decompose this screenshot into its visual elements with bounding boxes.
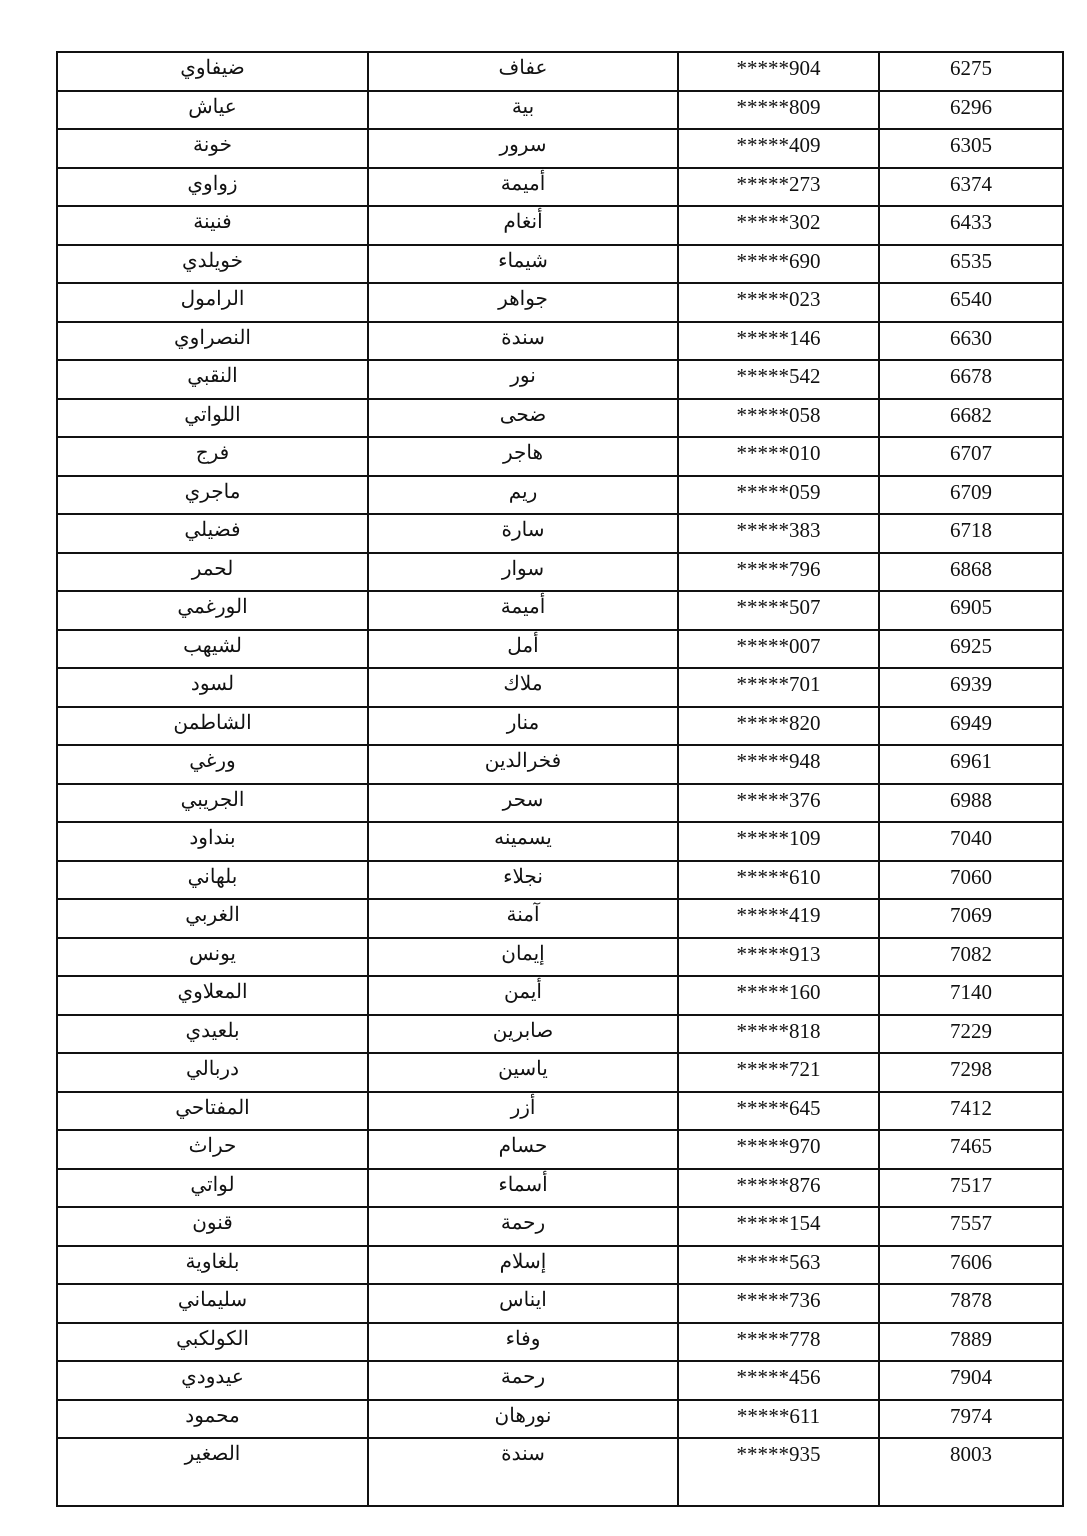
table-row (57, 1284, 1063, 1323)
number-cell: 6949 (879, 707, 1063, 746)
first-name-cell: ايناس (368, 1284, 678, 1323)
table-row (57, 1400, 1063, 1439)
last-name-cell: خونة (57, 129, 368, 168)
first-name-cell: صابرين (368, 1015, 678, 1054)
last-name-cell: النصراوي (57, 322, 368, 361)
masked-id-cell: *****010 (678, 437, 879, 476)
masked-id-cell: *****970 (678, 1130, 879, 1169)
number-cell: 6433 (879, 206, 1063, 245)
table-row (57, 553, 1063, 592)
number-cell: 7060 (879, 861, 1063, 900)
table-row (57, 245, 1063, 284)
table-row (57, 822, 1063, 861)
first-name-cell: نجلاء (368, 861, 678, 900)
number-cell: 8003 (879, 1438, 1063, 1506)
first-name-cell: أسماء (368, 1169, 678, 1208)
number-cell: 6374 (879, 168, 1063, 207)
last-name-cell: ماجري (57, 476, 368, 515)
table-row (57, 1092, 1063, 1131)
last-name-cell: فضيلي (57, 514, 368, 553)
number-cell: 6535 (879, 245, 1063, 284)
number-cell: 7298 (879, 1053, 1063, 1092)
masked-id-cell: *****419 (678, 899, 879, 938)
number-cell: 7889 (879, 1323, 1063, 1362)
table-row (57, 322, 1063, 361)
number-cell: 6296 (879, 91, 1063, 130)
number-cell: 7557 (879, 1207, 1063, 1246)
first-name-cell: سندة (368, 322, 678, 361)
last-name-cell: عياش (57, 91, 368, 130)
masked-id-cell: *****160 (678, 976, 879, 1015)
first-name-cell: فخرالدين (368, 745, 678, 784)
table-row (57, 1246, 1063, 1285)
masked-id-cell: *****876 (678, 1169, 879, 1208)
last-name-cell: الرامول (57, 283, 368, 322)
table-row (57, 1438, 1063, 1506)
last-name-cell: لسود (57, 668, 368, 707)
first-name-cell: سرور (368, 129, 678, 168)
last-name-cell: الصغير (57, 1438, 368, 1506)
masked-id-cell: *****611 (678, 1400, 879, 1439)
masked-id-cell: *****023 (678, 283, 879, 322)
table-row (57, 1361, 1063, 1400)
masked-id-cell: *****736 (678, 1284, 879, 1323)
masked-id-cell: *****820 (678, 707, 879, 746)
table-row (57, 784, 1063, 823)
number-cell: 6275 (879, 52, 1063, 91)
masked-id-cell: *****273 (678, 168, 879, 207)
first-name-cell: يسمينه (368, 822, 678, 861)
first-name-cell: نورهان (368, 1400, 678, 1439)
first-name-cell: بية (368, 91, 678, 130)
masked-id-cell: *****007 (678, 630, 879, 669)
last-name-cell: فرج (57, 437, 368, 476)
masked-id-cell: *****456 (678, 1361, 879, 1400)
last-name-cell: قنون (57, 1207, 368, 1246)
number-cell: 6868 (879, 553, 1063, 592)
first-name-cell: سوار (368, 553, 678, 592)
last-name-cell: سليماني (57, 1284, 368, 1323)
table-row (57, 1015, 1063, 1054)
last-name-cell: لحمر (57, 553, 368, 592)
last-name-cell: ضيفاوي (57, 52, 368, 91)
last-name-cell: بلغاوية (57, 1246, 368, 1285)
table-row (57, 899, 1063, 938)
first-name-cell: عفاف (368, 52, 678, 91)
number-cell: 6718 (879, 514, 1063, 553)
masked-id-cell: *****059 (678, 476, 879, 515)
first-name-cell: حسام (368, 1130, 678, 1169)
masked-id-cell: *****690 (678, 245, 879, 284)
masked-id-cell: *****778 (678, 1323, 879, 1362)
first-name-cell: سحر (368, 784, 678, 823)
table-row (57, 1053, 1063, 1092)
first-name-cell: ملاك (368, 668, 678, 707)
masked-id-cell: *****610 (678, 861, 879, 900)
number-cell: 6988 (879, 784, 1063, 823)
masked-id-cell: *****302 (678, 206, 879, 245)
last-name-cell: الغربي (57, 899, 368, 938)
first-name-cell: ياسين (368, 1053, 678, 1092)
masked-id-cell: *****809 (678, 91, 879, 130)
first-name-cell: رحمة (368, 1361, 678, 1400)
number-cell: 7878 (879, 1284, 1063, 1323)
first-name-cell: أنغام (368, 206, 678, 245)
table-row (57, 1323, 1063, 1362)
first-name-cell: أمل (368, 630, 678, 669)
masked-id-cell: *****645 (678, 1092, 879, 1131)
last-name-cell: ورغي (57, 745, 368, 784)
masked-id-cell: *****058 (678, 399, 879, 438)
number-cell: 7229 (879, 1015, 1063, 1054)
number-cell: 6961 (879, 745, 1063, 784)
number-cell: 6678 (879, 360, 1063, 399)
last-name-cell: بلهاني (57, 861, 368, 900)
table-row (57, 514, 1063, 553)
first-name-cell: منار (368, 707, 678, 746)
last-name-cell: بلعيدي (57, 1015, 368, 1054)
table-row (57, 399, 1063, 438)
last-name-cell: زواوي (57, 168, 368, 207)
last-name-cell: اللواتي (57, 399, 368, 438)
masked-id-cell: *****796 (678, 553, 879, 592)
last-name-cell: خويلدي (57, 245, 368, 284)
table-row (57, 168, 1063, 207)
last-name-cell: النقبي (57, 360, 368, 399)
number-cell: 6925 (879, 630, 1063, 669)
table-row (57, 476, 1063, 515)
masked-id-cell: *****146 (678, 322, 879, 361)
masked-id-cell: *****721 (678, 1053, 879, 1092)
table-row (57, 707, 1063, 746)
last-name-cell: بنداود (57, 822, 368, 861)
number-cell: 7465 (879, 1130, 1063, 1169)
first-name-cell: رحمة (368, 1207, 678, 1246)
number-cell: 7904 (879, 1361, 1063, 1400)
last-name-cell: الورغمي (57, 591, 368, 630)
last-name-cell: الجريبي (57, 784, 368, 823)
first-name-cell: أزر (368, 1092, 678, 1131)
number-cell: 6682 (879, 399, 1063, 438)
table-row (57, 1207, 1063, 1246)
table-row (57, 437, 1063, 476)
last-name-cell: فنينة (57, 206, 368, 245)
table-row (57, 91, 1063, 130)
masked-id-cell: *****904 (678, 52, 879, 91)
first-name-cell: جواهر (368, 283, 678, 322)
table-row (57, 668, 1063, 707)
first-name-cell: ضحى (368, 399, 678, 438)
table-row (57, 52, 1063, 91)
first-name-cell: هاجر (368, 437, 678, 476)
first-name-cell: ريم (368, 476, 678, 515)
masked-id-cell: *****383 (678, 514, 879, 553)
number-cell: 6905 (879, 591, 1063, 630)
masked-id-cell: *****818 (678, 1015, 879, 1054)
last-name-cell: لشيهب (57, 630, 368, 669)
masked-id-cell: *****948 (678, 745, 879, 784)
table-row (57, 745, 1063, 784)
last-name-cell: الكولكبي (57, 1323, 368, 1362)
masked-id-cell: *****376 (678, 784, 879, 823)
table-row (57, 591, 1063, 630)
masked-id-cell: *****935 (678, 1438, 879, 1506)
first-name-cell: أيمن (368, 976, 678, 1015)
first-name-cell: سندة (368, 1438, 678, 1506)
table-row (57, 360, 1063, 399)
number-cell: 7974 (879, 1400, 1063, 1439)
number-cell: 6540 (879, 283, 1063, 322)
table-row (57, 129, 1063, 168)
masked-id-cell: *****701 (678, 668, 879, 707)
masked-id-cell: *****109 (678, 822, 879, 861)
last-name-cell: عيدودي (57, 1361, 368, 1400)
table-row (57, 630, 1063, 669)
number-cell: 7069 (879, 899, 1063, 938)
first-name-cell: آمنة (368, 899, 678, 938)
last-name-cell: المعلاوي (57, 976, 368, 1015)
last-name-cell: المفتاحي (57, 1092, 368, 1131)
masked-id-cell: *****507 (678, 591, 879, 630)
first-name-cell: وفاء (368, 1323, 678, 1362)
number-cell: 7040 (879, 822, 1063, 861)
number-cell: 6939 (879, 668, 1063, 707)
number-cell: 7517 (879, 1169, 1063, 1208)
number-cell: 6630 (879, 322, 1063, 361)
number-cell: 6305 (879, 129, 1063, 168)
first-name-cell: شيماء (368, 245, 678, 284)
last-name-cell: حراث (57, 1130, 368, 1169)
last-name-cell: الشاطمن (57, 707, 368, 746)
table-row (57, 938, 1063, 977)
table-row (57, 861, 1063, 900)
results-table (56, 51, 1064, 1507)
masked-id-cell: *****913 (678, 938, 879, 977)
last-name-cell: لواتي (57, 1169, 368, 1208)
first-name-cell: إسلام (368, 1246, 678, 1285)
first-name-cell: سارة (368, 514, 678, 553)
first-name-cell: إيمان (368, 938, 678, 977)
number-cell: 7412 (879, 1092, 1063, 1131)
masked-id-cell: *****409 (678, 129, 879, 168)
number-cell: 7140 (879, 976, 1063, 1015)
first-name-cell: أميمة (368, 591, 678, 630)
table-row (57, 1169, 1063, 1208)
table-row (57, 1130, 1063, 1169)
last-name-cell: دربالي (57, 1053, 368, 1092)
number-cell: 6709 (879, 476, 1063, 515)
masked-id-cell: *****154 (678, 1207, 879, 1246)
last-name-cell: يونس (57, 938, 368, 977)
number-cell: 6707 (879, 437, 1063, 476)
table-row (57, 976, 1063, 1015)
table-row (57, 206, 1063, 245)
number-cell: 7606 (879, 1246, 1063, 1285)
number-cell: 7082 (879, 938, 1063, 977)
first-name-cell: أميمة (368, 168, 678, 207)
first-name-cell: نور (368, 360, 678, 399)
masked-id-cell: *****563 (678, 1246, 879, 1285)
last-name-cell: محمود (57, 1400, 368, 1439)
results-table-body (57, 52, 1063, 1506)
table-row (57, 283, 1063, 322)
masked-id-cell: *****542 (678, 360, 879, 399)
